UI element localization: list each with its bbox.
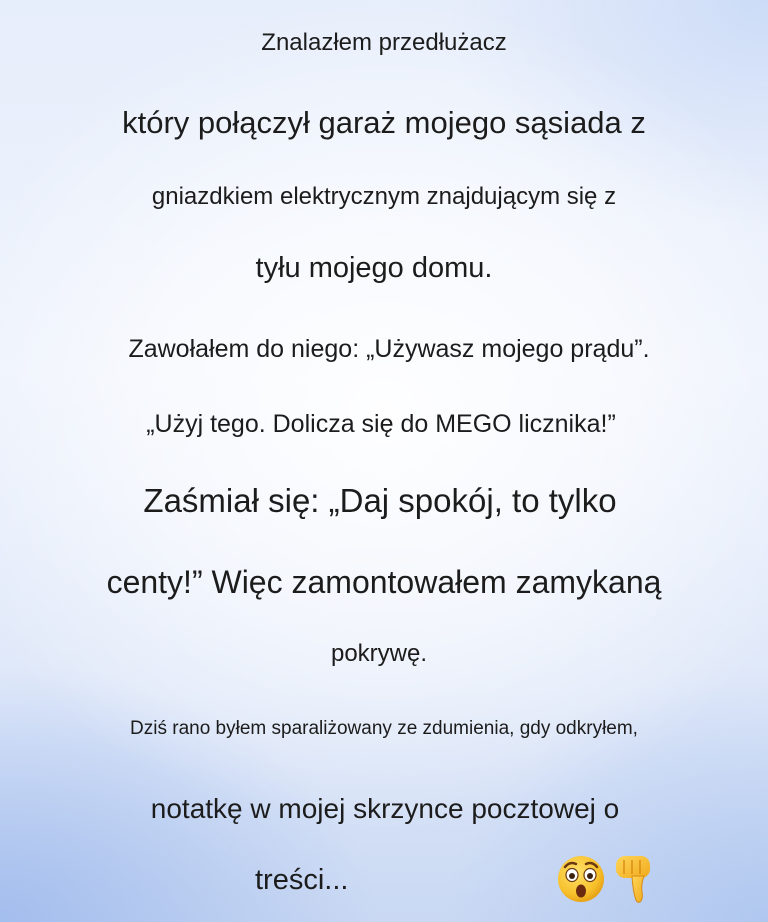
text-line-9: pokrywę. <box>330 640 428 667</box>
astonished-face-icon <box>556 852 606 906</box>
text-line-6: „Użyj tego. Dolicza się do MEGO licznika!” <box>146 410 616 438</box>
text-line-3: gniazdkiem elektrycznym znajdującym się z <box>151 183 617 210</box>
text-line-5: Zawołałem do niego: „Używasz mojego prądu”. <box>128 335 650 363</box>
text-line-12: treści... <box>255 864 349 896</box>
thumbs-down-icon <box>612 852 656 906</box>
text-line-2: który połączył garaż mojego sąsiada z <box>122 105 646 140</box>
text-line-1: Znalazłem przedłużacz <box>261 29 507 56</box>
text-line-7: Zaśmiał się: „Daj spokój, to tylko <box>143 482 617 519</box>
text-line-11: notatkę w mojej skrzynce pocztowej o <box>150 793 620 824</box>
text-line-4: tyłu mojego domu. <box>255 252 493 284</box>
text-line-10: Dziś rano byłem sparaliżowany ze zdumienia, gdy odkryłem, <box>130 718 638 739</box>
text-line-8: centy!” Więc zamontowałem zamykaną <box>106 564 662 600</box>
